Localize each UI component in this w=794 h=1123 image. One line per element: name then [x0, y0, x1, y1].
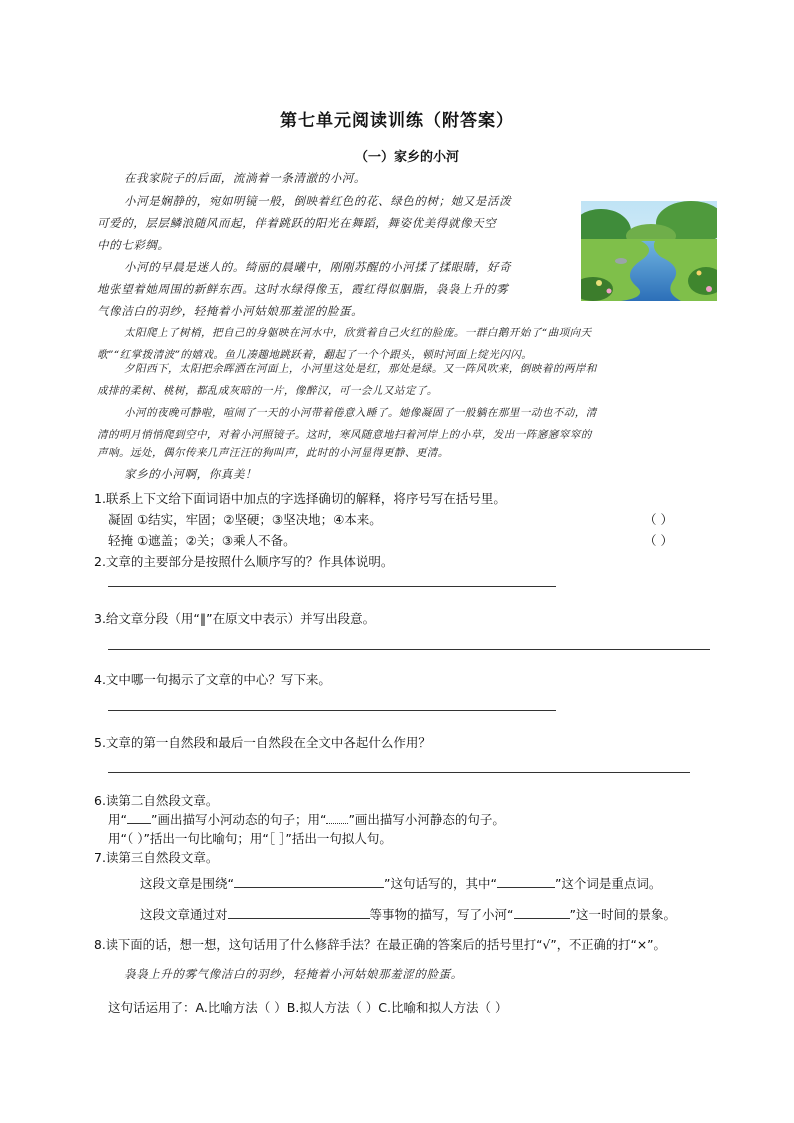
- question-7-blank-things[interactable]: [228, 906, 370, 919]
- question-7-blank-sentence[interactable]: [234, 875, 384, 888]
- question-1-item-b-answer[interactable]: （ ）: [644, 533, 673, 548]
- question-1: 1.联系上下文给下面词语中加点的字选择确切的解释，将序号写在括号里。: [94, 491, 506, 506]
- section-subtitle: （一）家乡的小河: [354, 150, 459, 165]
- question-4-answer-line[interactable]: [108, 710, 556, 711]
- question-7-blank-time[interactable]: [514, 906, 570, 919]
- story-paragraph-2-line-3: 中的七彩绸。: [97, 238, 170, 252]
- story-paragraph-6-line-2: 清的明月悄悄爬到空中，对着小河照镜子。这时，寒风随意地扫着河岸上的小草，发出一阵窸窸窣窣的: [97, 429, 592, 441]
- question-5: 5.文章的第一自然段和最后一自然段在全文中各起什么作用？: [94, 735, 431, 750]
- question-5-answer-line[interactable]: [108, 772, 690, 773]
- question-7: 7.读第三自然段文章。: [94, 850, 219, 865]
- story-paragraph-6-line-1: 小河的夜晚可静啦，喧闹了一天的小河带着倦意入睡了。她像凝固了一般躺在那里一动也不动，清: [124, 407, 597, 419]
- story-paragraph-3-line-3: 气像洁白的羽纱，轻掩着小河姑娘那羞涩的脸蛋。: [97, 304, 364, 318]
- question-2: 2.文章的主要部分是按照什么顺序写的？作具体说明。: [94, 554, 394, 569]
- story-paragraph-3-line-1: 小河的早晨是迷人的。绮丽的晨曦中，刚刚苏醒的小河揉了揉眼睛，好奇: [124, 260, 512, 274]
- story-paragraph-2-line-1: 小河是娴静的，宛如明镜一般，倒映着红色的花、绿色的树；她又是活泼: [124, 194, 512, 208]
- question-8: 8.读下面的话，想一想，这句话用了什么修辞手法？在最正确的答案后的括号里打“√”，不正确的打“×”。: [94, 938, 666, 952]
- story-paragraph-5-line-2: 成排的柔树、桃树，都乱成灰暗的一片，像醉汉，可一会儿又站定了。: [97, 385, 438, 397]
- story-paragraph-6-line-3: 声响。远处，偶尔传来几声汪汪的狗叫声，此时的小河显得更静、更清。: [97, 447, 449, 459]
- question-7-item-2: 这段文章通过对 等事物的描写，写了小河“ ”这一时间的景象。: [140, 907, 676, 922]
- question-6-instruction-2: 用“（ ）”括出一句比喻句；用“［ ］”括出一句拟人句。: [108, 831, 392, 846]
- question-1-item-a: 凝固 ①结实，牢固；②坚硬；③坚决地；④本来。: [108, 512, 382, 527]
- river-landscape-illustration: [581, 201, 717, 301]
- question-1-item-a-answer[interactable]: （ ）: [644, 512, 673, 527]
- question-3: 3.给文章分段（用“‖”在原文中表示）并写出段意。: [94, 611, 376, 626]
- question-4: 4.文中哪一句揭示了文章的中心？写下来。: [94, 672, 331, 687]
- story-paragraph-3-line-2: 地张望着她周围的新鲜东西。这时水绿得像玉，霞红得似胭脂，袅袅上升的雾: [97, 282, 509, 296]
- question-2-answer-line[interactable]: [108, 586, 556, 587]
- page-title: 第七单元阅读训练（附答案）: [280, 111, 514, 131]
- straight-underline-sample: [127, 811, 151, 824]
- question-1-item-b: 轻掩 ①遮盖；②关；③乘人不备。: [108, 533, 296, 548]
- story-paragraph-1: 在我家院子的后面，流淌着一条清澈的小河。: [124, 171, 366, 185]
- story-paragraph-5-line-1: 夕阳西下，太阳把余晖洒在河面上，小河里这处是红，那处是绿。又一阵风吹来，倒映着的两岸和: [124, 363, 597, 375]
- question-6: 6.读第二自然段文章。: [94, 793, 219, 808]
- story-paragraph-4-line-1: 太阳爬上了树梢，把自己的身躯映在河水中，欣赏着自己火红的脸庞。一群白鹅开始了“曲项向天: [124, 327, 592, 339]
- question-7-item-1: 这段文章是围绕“ ”这句话写的，其中“ ”这个词是重点词。: [140, 876, 662, 891]
- wavy-underline-sample: [326, 813, 348, 824]
- story-paragraph-7: 家乡的小河啊，你真美！: [124, 467, 258, 481]
- question-3-answer-line[interactable]: [108, 649, 710, 650]
- question-8-options[interactable]: 这句话运用了：A.比喻方法（ ）B.拟人方法（ ）C.比喻和拟人方法（ ）: [108, 1000, 508, 1015]
- question-8-quote: 袅袅上升的雾气像洁白的羽纱，轻掩着小河姑娘那羞涩的脸蛋。: [124, 967, 463, 981]
- story-paragraph-4-line-2: 歌”“红掌拨清波”的嬉戏。鱼儿凑趣地跳跃着，翻起了一个个跟头，顿时河面上绽光闪闪。: [97, 349, 533, 361]
- question-6-instruction-1: 用“ ”画出描写小河动态的句子；用“ ”画出描写小河静态的句子。: [108, 812, 505, 827]
- story-paragraph-2-line-2: 可爱的，层层鳞浪随风而起，伴着跳跃的阳光在舞蹈，舞姿优美得就像天空: [97, 216, 497, 230]
- question-7-blank-keyword[interactable]: [497, 875, 555, 888]
